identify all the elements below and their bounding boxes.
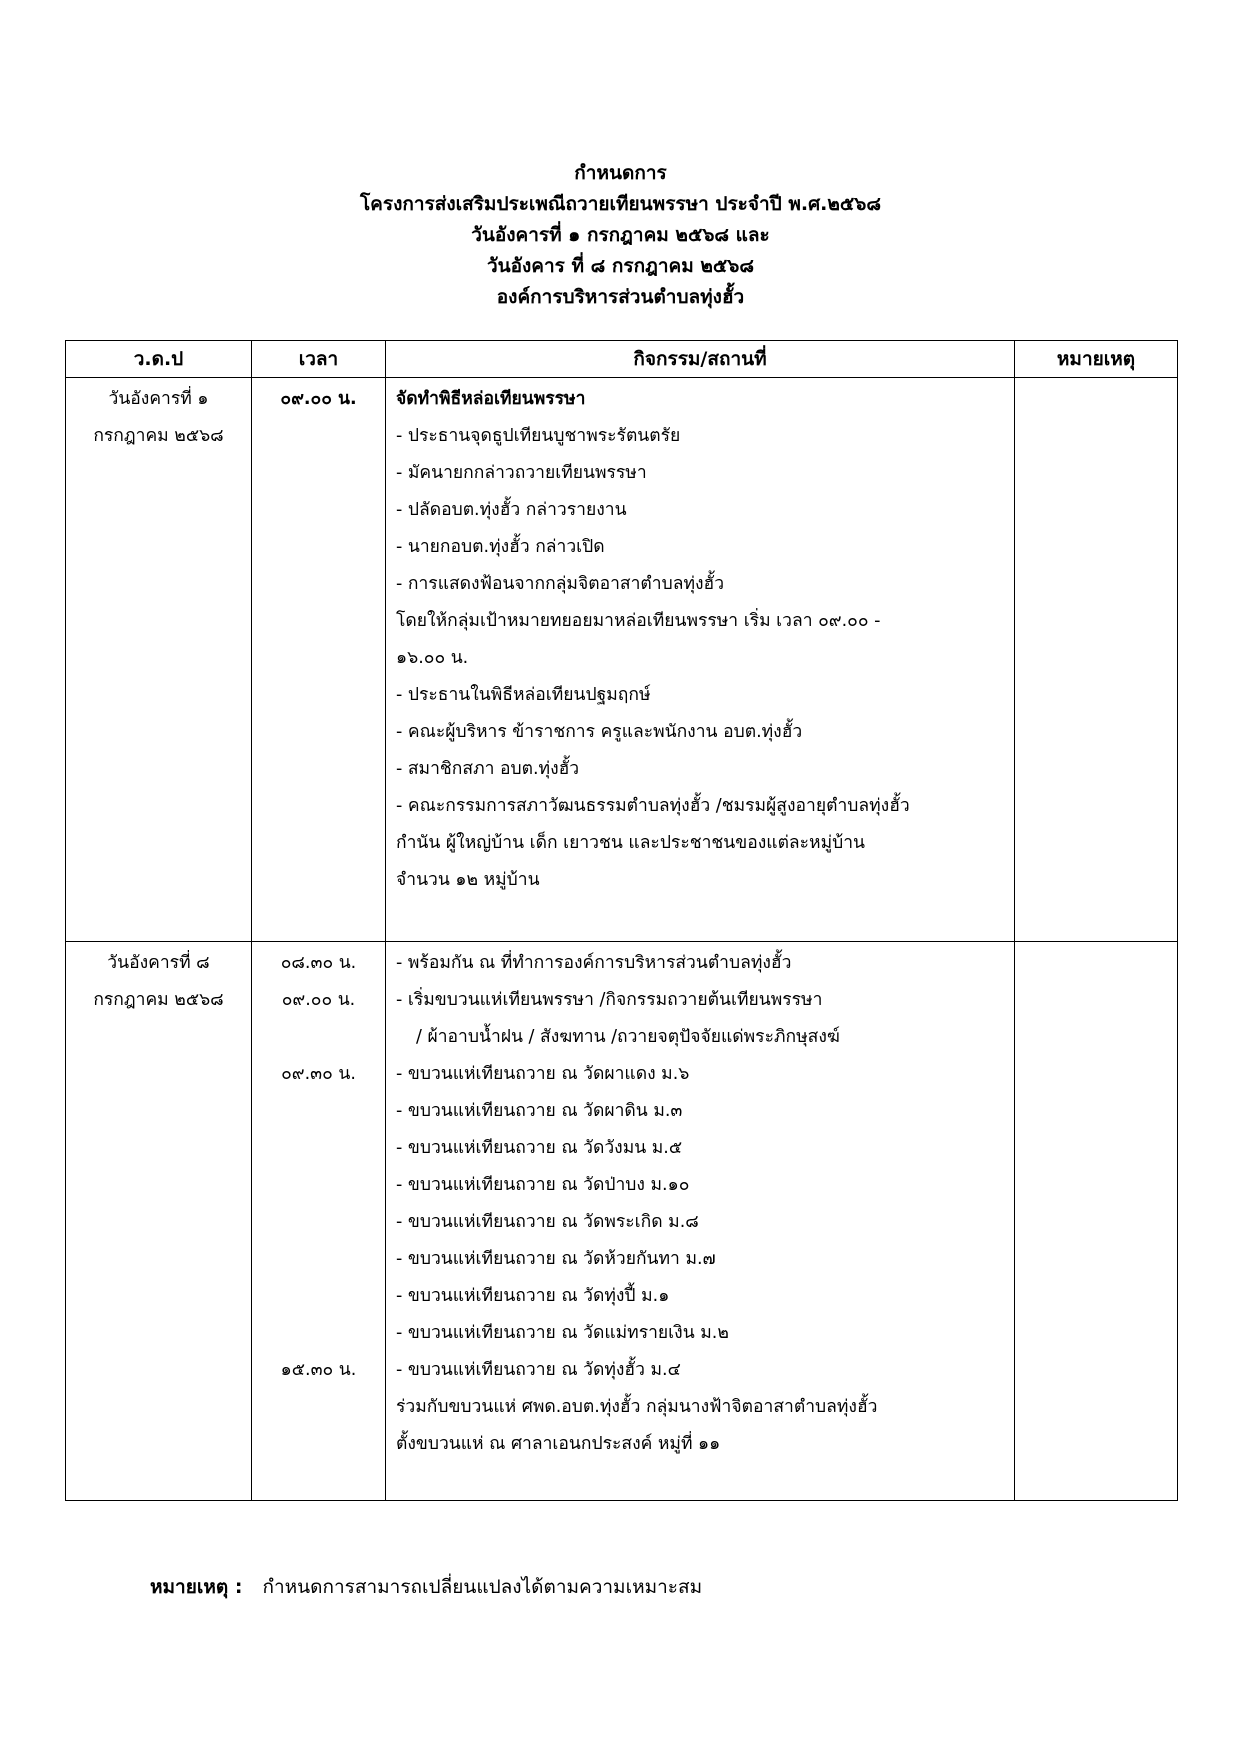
time-value: ๑๕.๓๐ น. (280, 1360, 357, 1380)
date-line: กรกฎาคม ๒๕๖๘ (93, 990, 224, 1010)
activity-line: - ขบวนแห่เทียนถวาย ณ วัดป่าบง ม.๑๐ (396, 1175, 690, 1195)
activity-line: - ขบวนแห่เทียนถวาย ณ วัดวังมน ม.๕ (396, 1138, 683, 1158)
time-cell (252, 378, 386, 942)
column-header-time: เวลา (252, 341, 386, 378)
activity-line: - ประธานจุดธูปเทียนบูชาพระรัตนตรัย (396, 426, 681, 446)
column-header-note: หมายเหตุ (1015, 341, 1178, 378)
time-value: ๐๙.๐๐ น. (281, 990, 356, 1010)
time-value (252, 1204, 385, 1241)
activity-line: - คณะผู้บริหาร ข้าราชการ ครูและพนักงาน อบต.ทุ่งฮั้ว (396, 722, 803, 742)
activity-line: / ผ้าอาบน้ำฝน / สังฆทาน /ถวายจตุปัจจัยแด่พระภิกษุสงฆ์ (416, 1027, 840, 1047)
activity-line: - ขบวนแห่เทียนถวาย ณ วัดห้วยกันทา ม.๗ (396, 1249, 716, 1269)
time-value (252, 1093, 385, 1130)
time-value (252, 1167, 385, 1204)
activity-line: - ปลัดอบต.ทุ่งฮั้ว กล่าวรายงาน (396, 500, 627, 520)
table-row (66, 942, 1178, 1501)
activity-line: ๑๖.๐๐ น. (396, 648, 469, 668)
activity-line: - ขบวนแห่เทียนถวาย ณ วัดผาดิน ม.๓ (396, 1101, 683, 1121)
time-value: ๐๘.๓๐ น. (280, 953, 357, 973)
header-date-1: วันอังคารที่ ๑ กรกฎาคม ๒๕๖๘ และ (471, 224, 770, 246)
footnote-text: กำหนดการสามารถเปลี่ยนแปลงได้ตามความเหมาะสม (262, 1576, 703, 1598)
table-header-row (66, 341, 1178, 378)
note-cell (1015, 942, 1178, 1501)
activity-line: - ขบวนแห่เทียนถวาย ณ วัดผาแดง ม.๖ (396, 1064, 690, 1084)
date-line: วันอังคารที่ ๑ (108, 389, 209, 409)
document-header (0, 158, 1241, 313)
column-header-activity: กิจกรรม/สถานที่ (386, 341, 1015, 378)
activity-line: จำนวน ๑๒ หมู่บ้าน (396, 870, 540, 890)
time-cell (252, 942, 386, 1501)
date-cell (66, 942, 252, 1501)
header-title: กำหนดการ (574, 162, 667, 184)
time-value (252, 1315, 385, 1352)
activity-line: - นายกอบต.ทุ่งฮั้ว กล่าวเปิด (396, 537, 605, 557)
time-value (252, 1278, 385, 1315)
time-value (252, 1241, 385, 1278)
header-date-2: วันอังคาร ที่ ๘ กรกฎาคม ๒๕๖๘ (486, 255, 755, 277)
activity-line: - พร้อมกัน ณ ที่ทำการองค์การบริหารส่วนตำบลทุ่งฮั้ว (396, 953, 792, 973)
time-value (252, 1130, 385, 1167)
time-value: ๐๙.๐๐ น. (280, 389, 357, 409)
time-value (252, 1019, 385, 1056)
activity-line: - คณะกรรมการสภาวัฒนธรรมตำบลทุ่งฮั้ว /ชมรมผู้สูงอายุตำบลทุ่งฮั้ว (396, 796, 910, 816)
schedule-table (65, 340, 1178, 1501)
activity-line: - เริ่มขบวนแห่เทียนพรรษา /กิจกรรมถวายต้นเทียนพรรษา (396, 990, 823, 1010)
footnote (150, 1572, 702, 1602)
activity-line: - มัคนายกกล่าวถวายเทียนพรรษา (396, 463, 647, 483)
footnote-label: หมายเหตุ : (150, 1576, 243, 1598)
table-row (66, 378, 1178, 942)
activity-cell (386, 942, 1015, 1501)
activity-cell (386, 378, 1015, 942)
date-cell (66, 378, 252, 942)
activity-title: จัดทำพิธีหล่อเทียนพรรษา (396, 389, 586, 409)
activity-line: - ขบวนแห่เทียนถวาย ณ วัดทุ่งฮั้ว ม.๔ (396, 1360, 681, 1380)
date-line: กรกฎาคม ๒๕๖๘ (93, 426, 224, 446)
activity-line: - ประธานในพิธีหล่อเทียนปฐมฤกษ์ (396, 685, 651, 705)
activity-line: ตั้งขบวนแห่ ณ ศาลาเอนกประสงค์ หมู่ที่ ๑๑ (396, 1434, 721, 1454)
activity-line: - ขบวนแห่เทียนถวาย ณ วัดทุ่งปี้ ม.๑ (396, 1286, 670, 1306)
activity-line: - ขบวนแห่เทียนถวาย ณ วัดแม่ทรายเงิน ม.๒ (396, 1323, 729, 1343)
header-organization: องค์การบริหารส่วนตำบลทุ่งฮั้ว (496, 286, 745, 308)
activity-line: - การแสดงฟ้อนจากกลุ่มจิตอาสาตำบลทุ่งฮั้ว (396, 574, 725, 594)
note-cell (1015, 378, 1178, 942)
column-header-date: ว.ด.ป (66, 341, 252, 378)
date-line: วันอังคารที่ ๘ (107, 953, 210, 973)
activity-line: กำนัน ผู้ใหญ่บ้าน เด็ก เยาวชน และประชาชนของแต่ละหมู่บ้าน (396, 833, 866, 853)
time-value: ๐๙.๓๐ น. (281, 1064, 356, 1084)
activity-line: - สมาชิกสภา อบต.ทุ่งฮั้ว (396, 759, 580, 779)
activity-line: ร่วมกับขบวนแห่ ศพด.อบต.ทุ่งฮั้ว กลุ่มนางฟ้าจิตอาสาตำบลทุ่งฮั้ว (396, 1397, 878, 1417)
header-project-name: โครงการส่งเสริมประเพณีถวายเทียนพรรษา ประจำปี พ.ศ.๒๕๖๘ (359, 193, 882, 215)
activity-line: โดยให้กลุ่มเป้าหมายทยอยมาหล่อเทียนพรรษา เริ่ม เวลา ๐๙.๐๐ - (396, 611, 881, 631)
activity-line: - ขบวนแห่เทียนถวาย ณ วัดพระเกิด ม.๘ (396, 1212, 699, 1232)
